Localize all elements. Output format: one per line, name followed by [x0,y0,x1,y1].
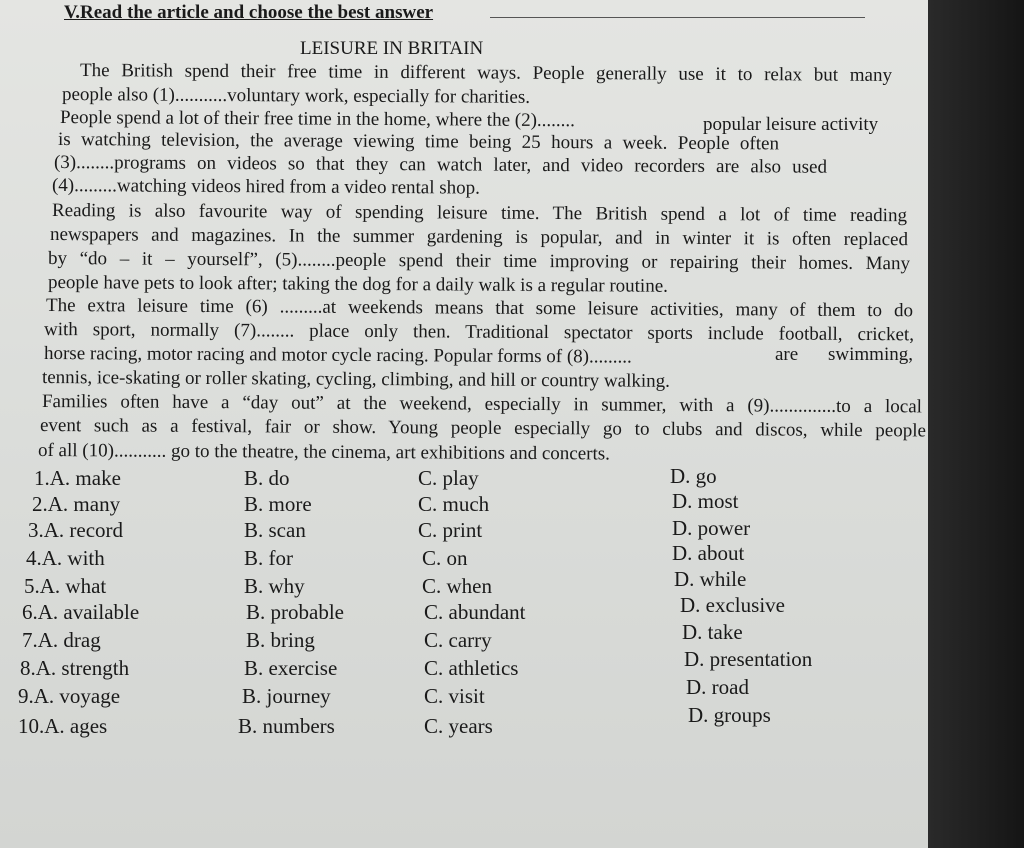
question-3-option-d: D. power [672,516,751,540]
article-line: horse racing, motor racing and motor cycle racing. Popular forms of (8)......... [43,343,632,368]
article-line-fragment: are [775,344,799,365]
article-line: event such as a festival, fair or show. Young people especially go to clubs and discos, while people [39,415,927,442]
question-5-option-a: 5.A. what [24,574,107,598]
question-9-option-d: D. road [686,675,749,699]
question-7-option-a: 7.A. drag [22,628,101,652]
article-line: Families often have a “day out” at the weekend, especially in summer, with a (9)..............to a local [41,391,923,418]
article-line: tennis, ice-skating or roller skating, cycling, climbing, and hill or country walking. [41,367,670,392]
question-1-option-b: B. do [244,466,290,490]
question-9-option-b: B. journey [242,684,331,708]
question-7-option-d: D. take [682,620,743,644]
question-5-option-d: D. while [674,567,747,591]
question-1-option-d: D. go [670,464,717,488]
article-line: (3)........programs on videos so that they can watch later, and video recorders are also used [53,152,828,178]
question-6-option-b: B. probable [246,600,344,624]
question-2-option-d: D. most [672,489,739,513]
question-3-option-b: B. scan [244,518,306,542]
question-8-option-b: B. exercise [244,656,338,680]
section-heading: V.Read the article and choose the best answer [64,2,434,23]
question-8-option-c: C. athletics [424,656,519,680]
article-line: (4).........watching videos hired from a video rental shop. [51,175,480,199]
question-10-option-c: C. years [424,714,493,738]
question-1-option-a: 1.A. make [34,466,121,490]
article-line: people have pets to look after; taking the dog for a daily walk is a regular routine. [47,272,669,297]
question-2-option-a: 2.A. many [32,492,121,516]
header-rule [490,17,865,18]
question-3-option-a: 3.A. record [28,518,124,542]
article-line: by “do – it – yourself”, (5)........people spend their time improving or repairing their homes. Many [47,248,911,275]
question-7-option-c: C. carry [424,628,492,652]
question-8-option-a: 8.A. strength [20,656,130,680]
article-title: LEISURE IN BRITAIN [300,38,484,59]
article-line: with sport, normally (7)........ place only then. Traditional spectator sports include football, cricket, [43,319,915,346]
question-10-option-a: 10.A. ages [18,714,108,738]
article-line: Reading is also favourite way of spending leisure time. The British spend a lot of time reading [51,200,908,227]
question-1-option-c: C. play [418,466,479,490]
question-9-option-c: C. visit [424,684,485,708]
question-8-option-d: D. presentation [684,647,813,671]
article-line: The British spend their free time in different ways. People generally use it to relax but many [79,60,893,86]
question-5-option-c: C. when [422,574,492,598]
question-10-option-d: D. groups [688,703,771,727]
article-line: newspapers and magazines. In the summer gardening is popular, and in winter it is often replaced [49,224,909,251]
question-6-option-a: 6.A. available [22,600,140,624]
article-line: People spend a lot of their free time in the home, where the (2)........ [59,107,576,132]
question-7-option-b: B. bring [246,628,315,652]
question-4-option-b: B. for [244,546,293,570]
question-9-option-a: 9.A. voyage [18,684,121,708]
question-3-option-c: C. print [418,518,483,542]
question-2-option-b: B. more [244,492,312,516]
question-6-option-d: D. exclusive [680,593,785,617]
article-line-fragment: swimming, [828,344,913,365]
article-line-fragment: popular leisure activity [703,114,879,135]
question-10-option-b: B. numbers [238,714,335,738]
question-4-option-d: D. about [672,541,745,565]
article-line: is watching television, the average viewing time being 25 hours a week. People often [57,129,780,155]
question-6-option-c: C. abundant [424,600,526,624]
question-4-option-a: 4.A. with [26,546,105,570]
article-line: people also (1)...........voluntary work, especially for charities. [61,84,531,108]
article-line: of all (10)........... go to the theatre, the cinema, art exhibitions and concerts. [37,440,610,465]
article-line: The extra leisure time (6) .........at weekends means that some leisure activities, many of them to do [45,295,914,322]
question-5-option-b: B. why [244,574,305,598]
question-4-option-c: C. on [422,546,468,570]
background-edge [928,0,1024,848]
question-2-option-c: C. much [418,492,490,516]
